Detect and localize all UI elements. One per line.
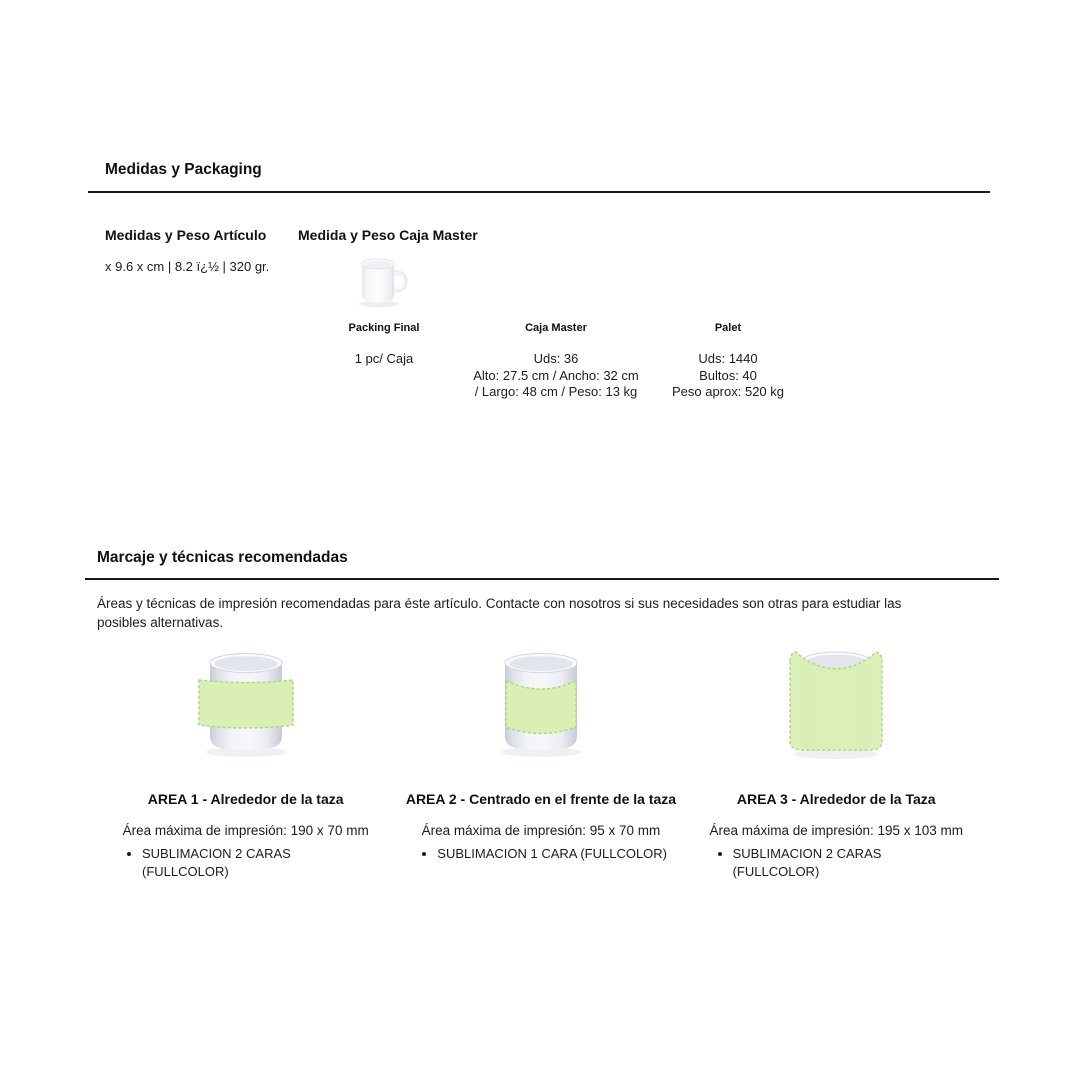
section-divider-medidas	[88, 191, 990, 193]
packing-column-palet	[642, 322, 814, 401]
print-area-column-1	[98, 638, 393, 880]
area-max-print: Área máxima de impresión: 190 x 70 mm	[122, 823, 369, 838]
area-title: AREA 1 - Alrededor de la taza	[147, 791, 344, 807]
marking-intro-text: Áreas y técnicas de impresión recomendadas para éste artículo. Contacte con nosotros si sus necesidades son otras para estudiar las posibles alternativas.	[97, 596, 902, 630]
section-divider-marcaje	[85, 578, 999, 580]
product-mug-photo	[352, 252, 414, 310]
mug-full-wrap-diagram	[761, 646, 911, 764]
print-area-column-3	[689, 638, 984, 880]
packing-line: Peso aprox: 520 kg	[671, 384, 785, 399]
packing-column-header: Palet	[714, 322, 742, 334]
article-dimensions-text: x 9.6 x cm | 8.2 ï¿½ | 320 gr.	[105, 259, 270, 274]
area-max-print: Área máxima de impresión: 195 x 103 mm	[709, 823, 964, 838]
packing-line: Alto: 27.5 cm / Ancho: 32 cm / Largo: 48 cm / Peso: 13 kg	[473, 367, 639, 399]
packing-line: 1 pc/ Caja	[354, 351, 414, 366]
print-area-overlay	[199, 680, 293, 728]
packing-column-final	[298, 322, 470, 401]
area-title: AREA 2 - Centrado en el frente de la taza	[405, 791, 677, 807]
section-title-marcaje: Marcaje y técnicas recomendadas	[97, 549, 348, 566]
mug-wrap-band-diagram	[171, 650, 321, 764]
article-measures-heading: Medidas y Peso Artículo	[105, 227, 267, 243]
packing-table	[298, 322, 814, 401]
packing-column-header: Packing Final	[348, 322, 420, 334]
technique-list	[401, 845, 680, 863]
mug-rim-inner	[214, 656, 277, 671]
section-title-medidas: Medidas y Packaging	[105, 161, 262, 178]
mug-diagram-area-1	[106, 638, 385, 764]
technique-item: • SUBLIMACION 2 CARAS (FULLCOLOR)	[733, 845, 909, 880]
packing-column-caja-master	[470, 322, 642, 401]
mug-front-panel-diagram	[466, 650, 616, 764]
mug-rim-inner	[365, 261, 392, 269]
area-max-print: Área máxima de impresión: 95 x 70 mm	[421, 823, 661, 838]
area-title: AREA 3 - Alrededor de la Taza	[736, 791, 936, 807]
packing-line: Bultos: 40	[699, 367, 757, 383]
technique-list	[106, 845, 385, 880]
packing-line: Uds: 36	[533, 351, 579, 366]
mug-body	[362, 264, 394, 302]
master-box-heading: Medida y Peso Caja Master	[298, 227, 478, 243]
mug-diagram-area-2	[401, 638, 680, 764]
print-area-column-2	[393, 638, 688, 880]
mug-rim-inner	[509, 656, 572, 671]
print-areas-row	[98, 638, 984, 880]
packing-column-header: Caja Master	[525, 322, 587, 334]
article-measures-block	[105, 227, 283, 277]
mug-diagram-area-3	[697, 638, 976, 764]
technique-list	[697, 845, 976, 880]
packing-line: Uds: 1440	[698, 351, 758, 366]
technique-item: • SUBLIMACION 2 CARAS (FULLCOLOR)	[142, 845, 318, 880]
technique-item: • SUBLIMACION 1 CARA (FULLCOLOR)	[437, 845, 680, 863]
